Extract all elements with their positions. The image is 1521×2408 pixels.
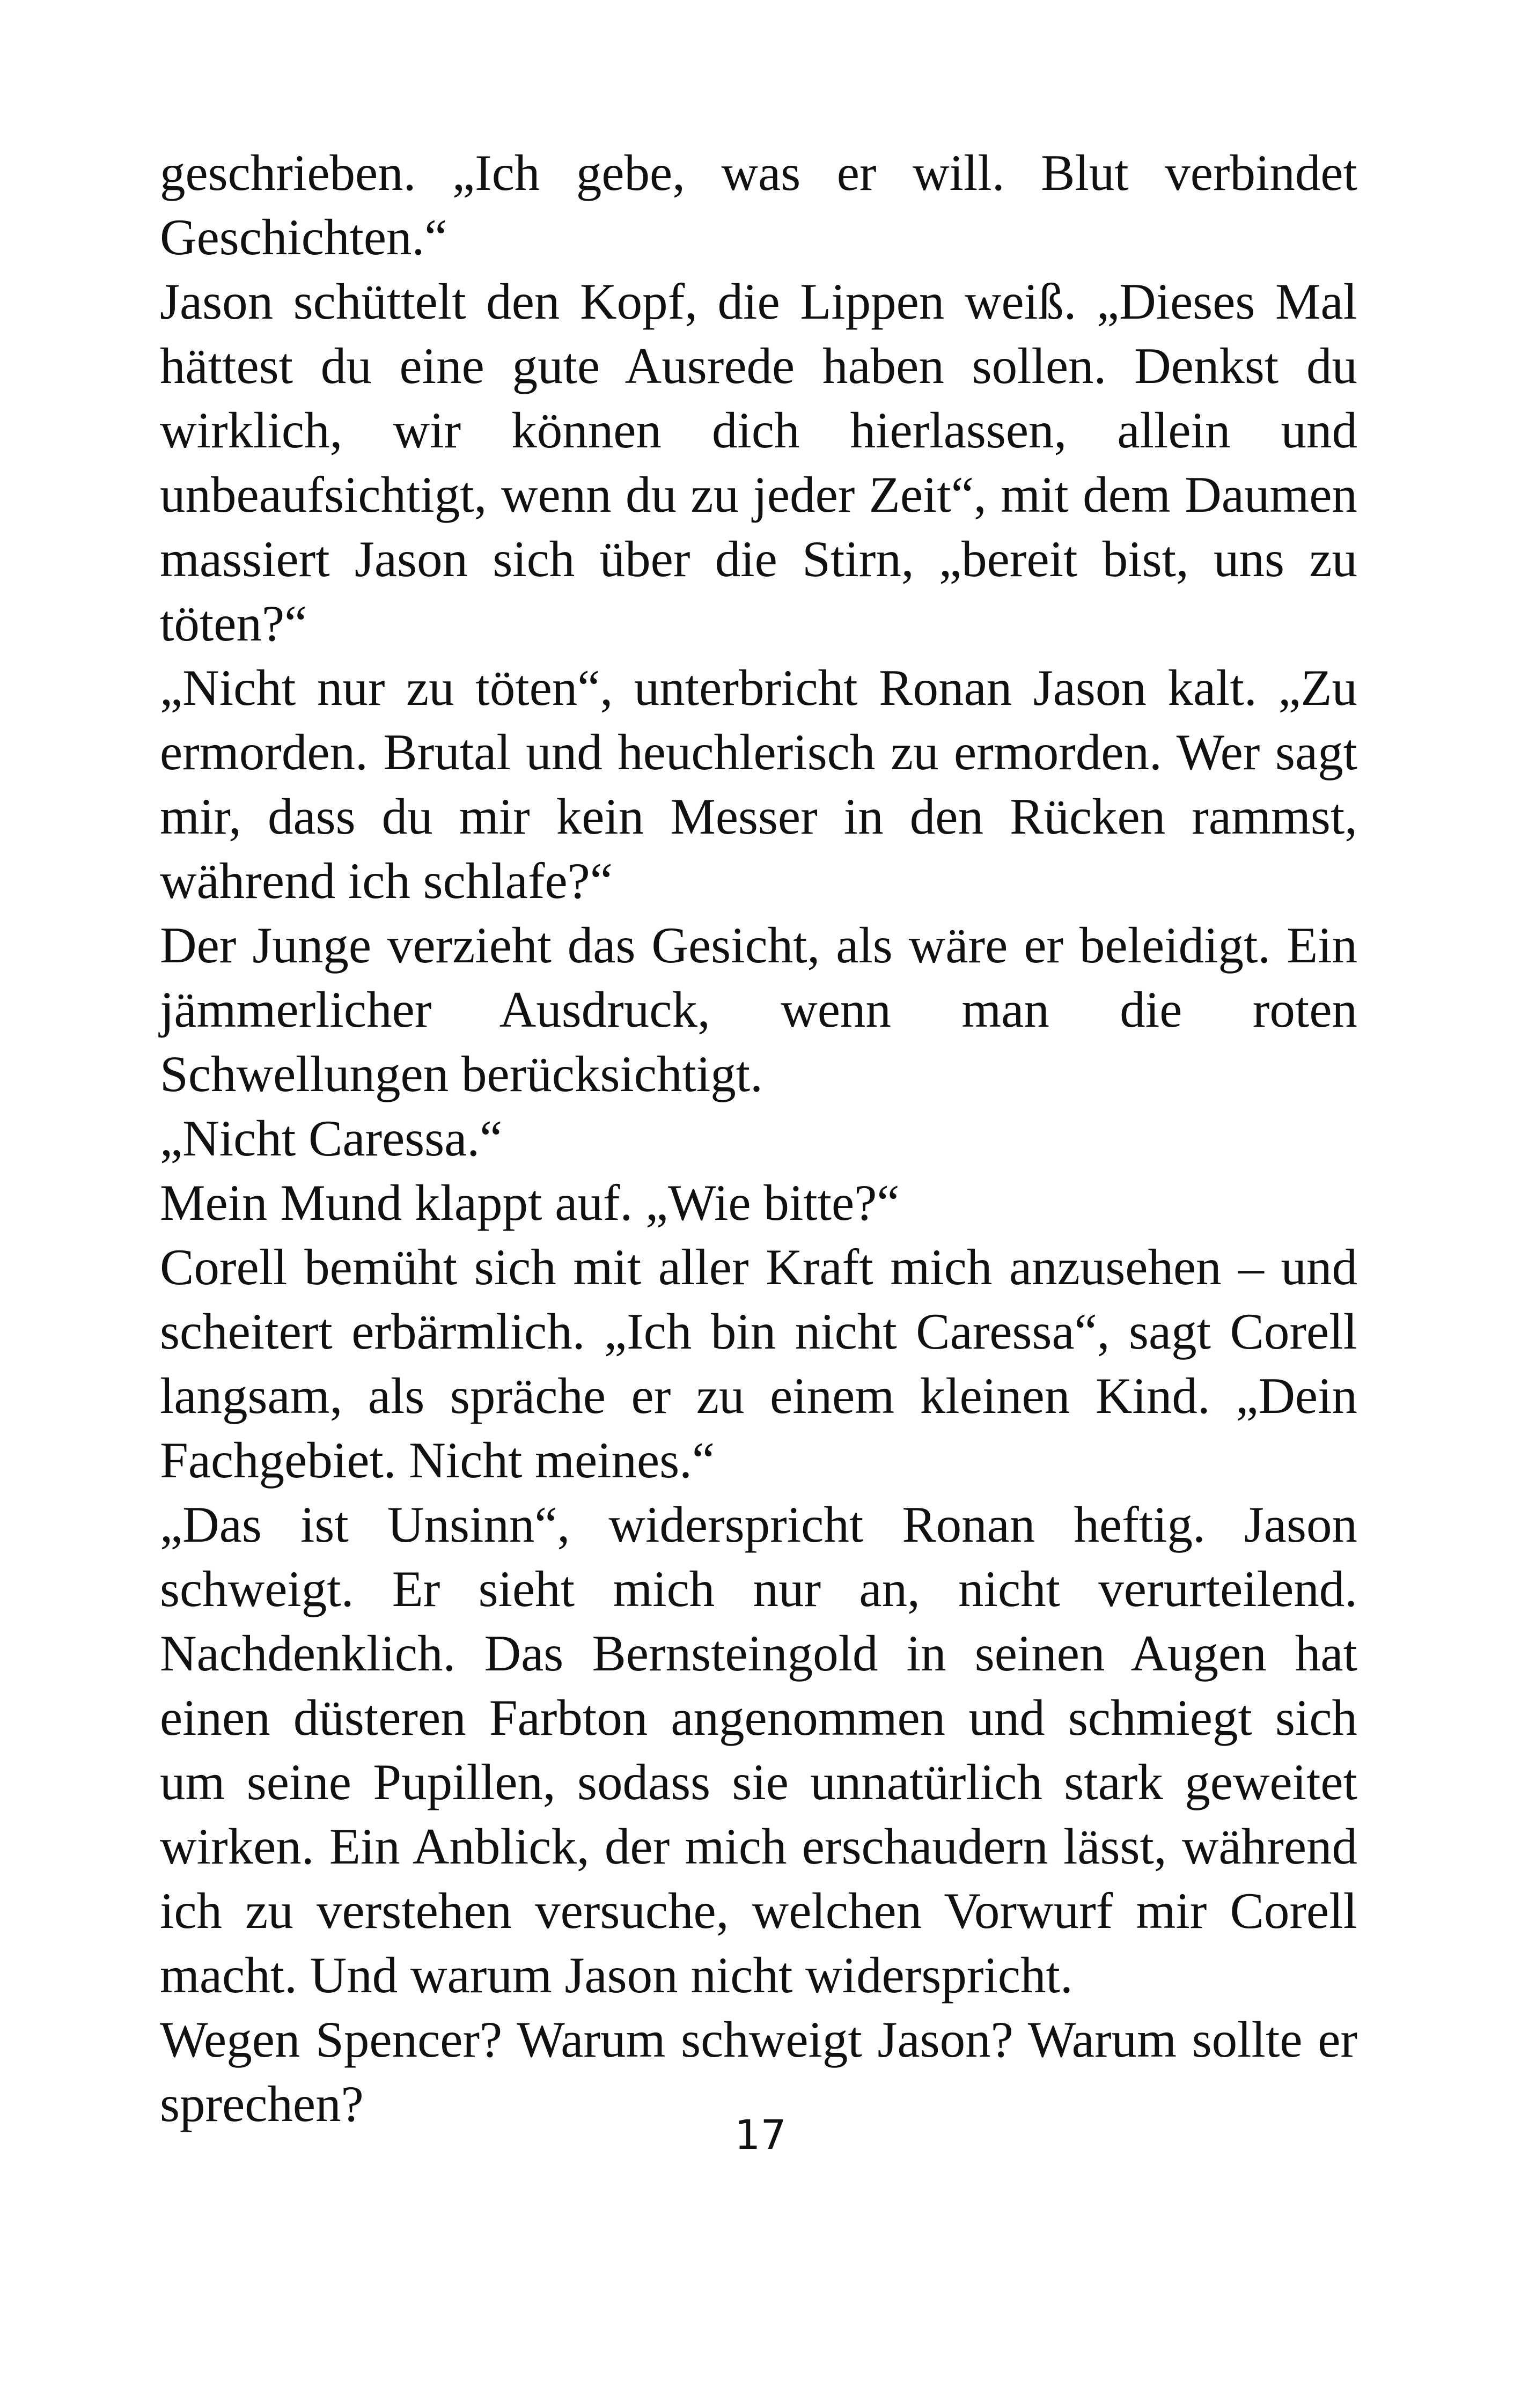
paragraph: „Nicht Caressa.“	[160, 1110, 503, 1167]
paragraph: Wegen Spencer? Warum schweigt Jason? Warum sollte er sprechen?	[160, 2011, 1357, 2132]
page-number: 17	[734, 2111, 787, 2159]
paragraph: Der Junge verzieht das Gesicht, als wäre er beleidigt. Ein jämmerlicher Ausdruck, wenn man die roten Schwellungen berücksichtigt.	[160, 917, 1357, 1102]
body-text	[160, 141, 1357, 2136]
paragraph: Mein Mund klappt auf. „Wie bitte?“	[160, 1174, 900, 1231]
paragraph: „Nicht nur zu töten“, unterbricht Ronan Jason kalt. „Zu ermorden. Brutal und heuchlerisch zu ermorden. Wer sagt mir, dass du mir kein Messer in den Rücken rammst, während ich schlafe?“	[160, 659, 1357, 909]
paragraph: Corell bemüht sich mit aller Kraft mich anzusehen – und scheitert erbärmlich. „Ich bin nicht Caressa“, sagt Corell langsam, als spräche er zu einem kleinen Kind. „Dein Fachgebiet. Nicht meines.“	[160, 1239, 1357, 1489]
paragraph: geschrieben. „Ich gebe, was er will. Blut verbindet Geschichten.“	[160, 144, 1357, 266]
paragraph: „Das ist Unsinn“, widerspricht Ronan heftig. Jason schweigt. Er sieht mich nur an, nicht verurteilend. Nachdenklich. Das Bernsteingold in seinen Augen hat einen düsteren Farbton angenommen und schmiegt sich um seine Pupillen, sodass sie unnatürlich stark geweitet wirken. Ein Anblick, der mich erschaudern lässt, während ich zu verstehen versuche, welchen Vorwurf mir Corell macht. Und warum Jason nicht widerspricht.	[160, 1496, 1357, 2004]
paragraph: Jason schüttelt den Kopf, die Lippen weiß. „Dieses Mal hättest du eine gute Ausrede haben sollen. Denkst du wirklich, wir können dich hierlassen, allein und unbeaufsichtigt, wenn du zu jeder Zeit“, mit dem Daumen massiert Jason sich über die Stirn, „bereit bist, uns zu töten?“	[160, 273, 1357, 652]
